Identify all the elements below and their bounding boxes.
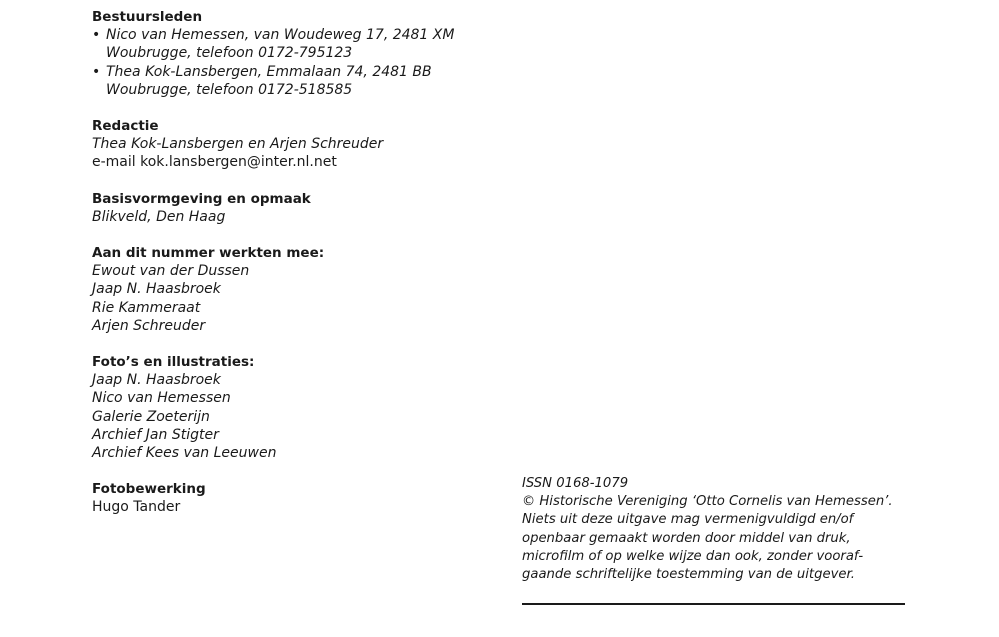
photo-credit-item: Archief Jan Stigter bbox=[92, 426, 219, 443]
editorial-names: Thea Kok-Lansbergen en Arjen Schreuder bbox=[92, 136, 384, 153]
rights-notice-line: gaande schriftelijke toestemming van de uitgever. bbox=[522, 567, 855, 583]
board-heading: Bestuursleden bbox=[92, 9, 203, 25]
rights-notice-line: openbaar gemaakt worden door middel van druk, bbox=[522, 530, 851, 546]
board-member-1 bbox=[92, 26, 492, 44]
photo-credit-item: Galerie Zoeterijn bbox=[92, 408, 210, 425]
colophon-block bbox=[522, 475, 912, 584]
issn-number: ISSN 0168-1079 bbox=[522, 476, 629, 491]
photo-editing-heading: Fotobewerking bbox=[92, 481, 206, 498]
bullet-icon: • bbox=[92, 63, 101, 80]
contributor-item: Rie Kammeraat bbox=[92, 299, 201, 316]
photo-credit-item: Jaap N. Haasbroek bbox=[92, 372, 221, 389]
contributors-section bbox=[92, 244, 492, 335]
copyright-line: © Historische Vereniging ‘Otto Cornelis van Hemessen’. bbox=[522, 494, 893, 510]
contributors-heading: Aan dit nummer werkten mee: bbox=[92, 245, 325, 262]
rights-notice-line: microfilm of op welke wijze dan ook, zonder vooraf- bbox=[522, 548, 864, 564]
board-member-2 bbox=[92, 63, 492, 81]
editorial-heading: Redactie bbox=[92, 118, 159, 135]
photos-heading: Foto’s en illustraties: bbox=[92, 354, 255, 371]
board-member-1-line2: Woubrugge, telefoon 0172-795123 bbox=[106, 45, 353, 62]
photo-editing-section bbox=[92, 480, 492, 516]
contributor-item: Ewout van der Dussen bbox=[92, 263, 250, 280]
credits-column bbox=[92, 8, 492, 535]
bottom-divider bbox=[522, 603, 905, 605]
board-member-2-line1: Thea Kok-Lansbergen, Emmalaan 74, 2481 BB bbox=[106, 63, 432, 80]
design-heading: Basisvormgeving en opmaak bbox=[92, 190, 311, 207]
board-member-2-line2: Woubrugge, telefoon 0172-518585 bbox=[106, 81, 353, 98]
editorial-section bbox=[92, 117, 492, 172]
contributor-item: Jaap N. Haasbroek bbox=[92, 281, 221, 298]
photo-credit-item: Nico van Hemessen bbox=[92, 390, 231, 407]
rights-notice-line: Niets uit deze uitgave mag vermenigvuldigd en/of bbox=[522, 512, 854, 528]
contributor-item: Arjen Schreuder bbox=[92, 317, 206, 334]
photo-credit-item: Archief Kees van Leeuwen bbox=[92, 445, 277, 462]
board-section bbox=[92, 8, 492, 99]
bullet-icon: • bbox=[92, 27, 101, 44]
editorial-email: e-mail kok.lansbergen@inter.nl.net bbox=[92, 154, 337, 171]
design-section bbox=[92, 190, 492, 226]
board-member-1-line1: Nico van Hemessen, van Woudeweg 17, 2481 XM bbox=[106, 27, 455, 44]
photo-editing-credit: Hugo Tander bbox=[92, 499, 181, 516]
design-credit: Blikveld, Den Haag bbox=[92, 208, 226, 225]
photos-section bbox=[92, 353, 492, 462]
